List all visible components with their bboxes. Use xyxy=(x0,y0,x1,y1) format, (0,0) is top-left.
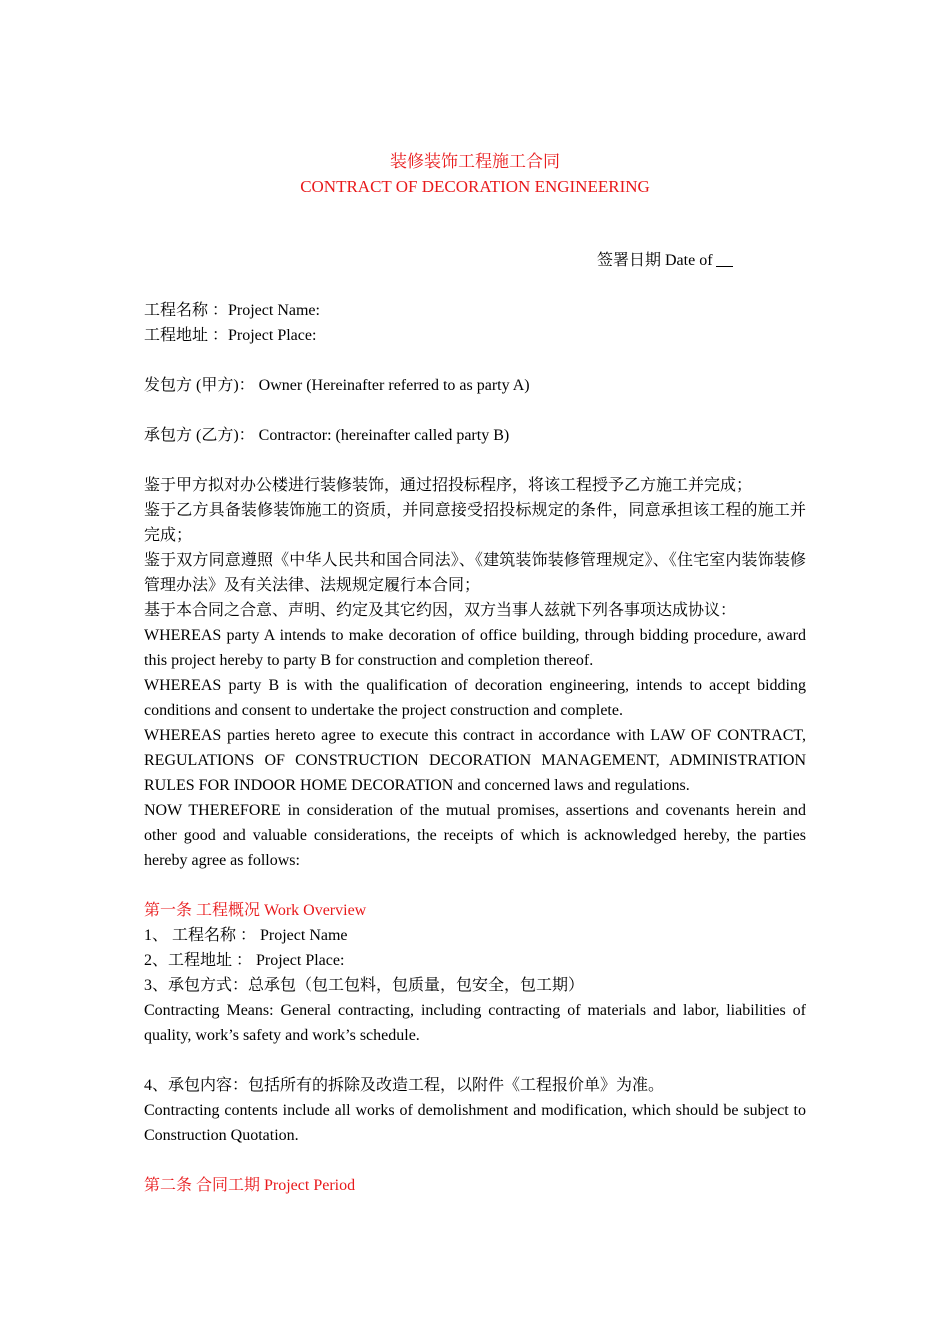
article-1-item-2: 2、工程地址 ： Project Place: xyxy=(144,952,345,969)
recital-zh: 鉴于甲方拟对办公楼进行装修装饰，通过招投标程序，将该工程授予乙方施工并完成； xyxy=(144,477,753,494)
signing-date-label: 签署日期 Date of xyxy=(597,252,713,269)
article-1-heading: 第一条 工程概况 Work Overview xyxy=(144,902,367,919)
recital-zh: 鉴于乙方具备装修装饰施工的资质，并同意接受招投标规定的条件，同意承担该工程的施工并完成； xyxy=(144,502,806,544)
recital-en: NOW THEREFORE in consideration of the mutual promises, assertions and covenants herein and other good and valuable considerations, the receipts of which is acknowledged hereby, the parties hereby agree as follows: xyxy=(144,802,806,869)
title-english: CONTRACT OF DECORATION ENGINEERING xyxy=(300,177,650,196)
article-1-item-3-zh: 3、承包方式：总承包（包工包料，包质量，包安全，包工期） xyxy=(144,977,585,994)
recital-en: WHEREAS parties hereto agree to execute this contract in accordance with LAW OF CONTRACT, REGULATIONS OF CONSTRUCTION DECORATION MANAGEMENT, ADMINISTRATION RULES FOR INDOOR HOME DECORATION and concerned laws and regulations. xyxy=(144,727,806,794)
owner-line: 发包方 (甲方)： Owner (Hereinafter referred to as party A) xyxy=(144,377,530,394)
project-place-line: 工程地址 ：Project Place: xyxy=(144,327,317,344)
recital-en: WHEREAS party A intends to make decoration of office building, through bidding procedure, award this project hereby to party B for construction and completion thereof. xyxy=(144,627,806,669)
signing-date-blank xyxy=(716,250,733,267)
title-chinese: 装修装饰工程施工合同 xyxy=(390,152,560,171)
article-1-item-4-zh: 4、承包内容：包括所有的拆除及改造工程，以附件《工程报价单》为准。 xyxy=(144,1077,665,1094)
contractor-line: 承包方 (乙方)： Contractor: (hereinafter called party B) xyxy=(144,427,510,444)
article-1-item-3-en: Contracting Means: General contracting, including contracting of materials and labor, liabilities of quality, work’s safety and work’s schedule. xyxy=(144,1002,806,1044)
article-1-item-4-en: Contracting contents include all works of demolishment and modification, which should be subject to Construction Quotation. xyxy=(144,1102,806,1144)
article-1-item-1: 1、 工程名称 ： Project Name xyxy=(144,927,348,944)
recital-zh: 基于本合同之合意、声明、约定及其它约因，双方当事人兹就下列各事项达成协议： xyxy=(144,602,737,619)
project-name-line: 工程名称 ：Project Name: xyxy=(144,302,320,319)
recital-en: WHEREAS party B is with the qualification of decoration engineering, intends to accept bidding conditions and consent to undertake the project construction and complete. xyxy=(144,677,806,719)
contract-body xyxy=(144,298,806,1198)
article-2-heading: 第二条 合同工期 Project Period xyxy=(144,1177,356,1194)
recital-zh: 鉴于双方同意遵照《中华人民共和国合同法》、《建筑装饰装修管理规定》、《住宅室内装饰装修管理办法》及有关法律、法规规定履行本合同； xyxy=(144,552,806,594)
document-title xyxy=(144,149,806,199)
signing-date xyxy=(597,250,733,272)
